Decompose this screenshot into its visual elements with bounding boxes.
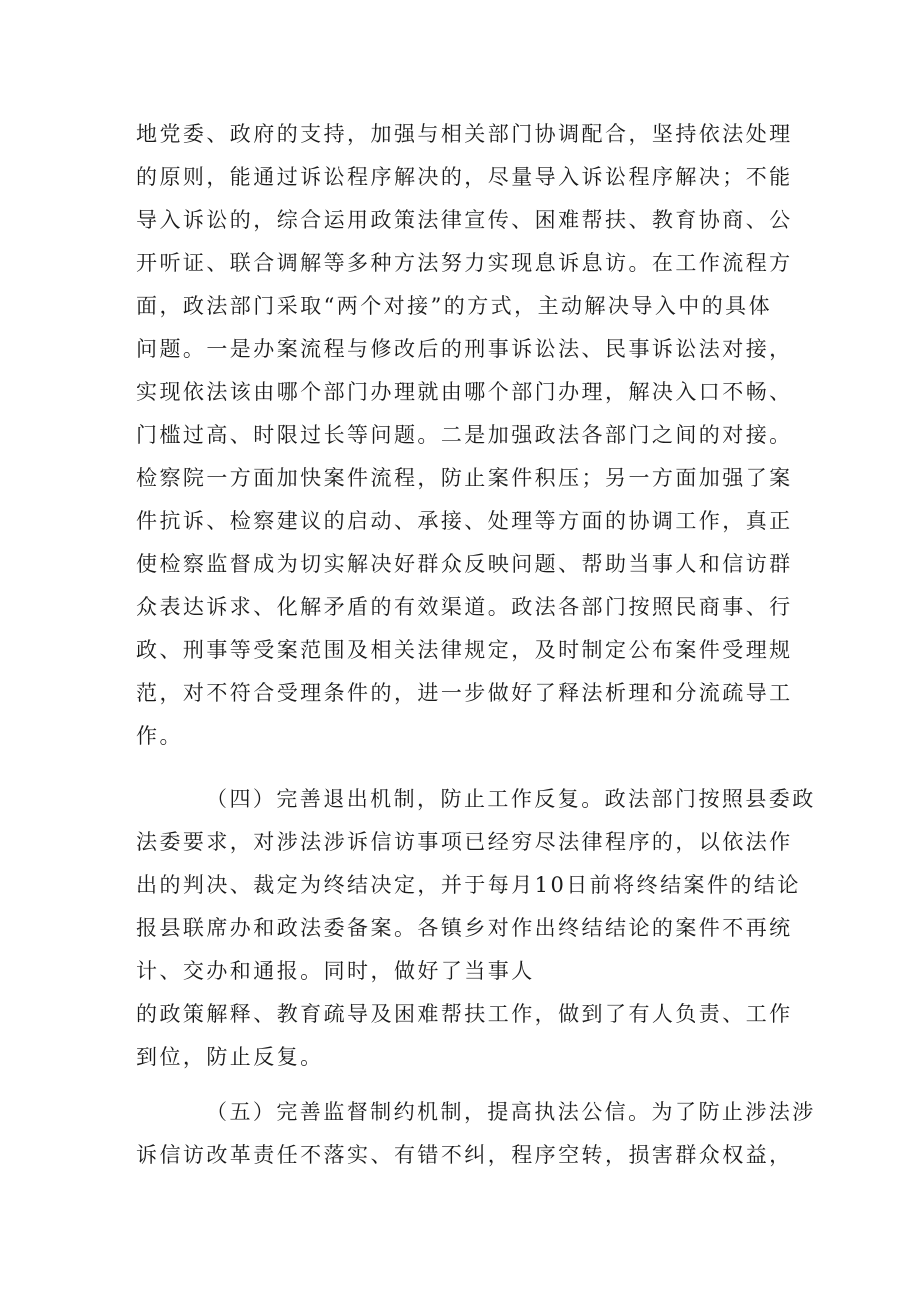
text-line: 范，对不符合受理条件的，进一步做好了释法析理和分流疏导工 [136, 681, 793, 705]
text-line: 诉信访改革责任不落实、有错不纠，程序空转，损害群众权益， [136, 1143, 793, 1167]
text-line: 实现依法该由哪个部门办理就由哪个部门办理，解决入口不畅、 [136, 380, 793, 404]
text-line: 导入诉讼的，综合运用政策法律宣传、困难帮扶、教育协商、公 [136, 208, 793, 232]
text-line: 使检察监督成为切实解决好群众反映问题、帮助当事人和信访群 [136, 552, 793, 576]
text-line: 报县联席办和政法委备案。各镇乡对作出终结结论的案件不再统 [136, 916, 793, 940]
text-line: 法委要求，对涉法涉诉信访事项已经穷尽法律程序的，以依法作 [136, 830, 793, 854]
text-line: 门槛过高、时限过长等问题。二是加强政法各部门之间的对接。 [136, 423, 793, 447]
text-line: 到位，防止反复。 [136, 1045, 324, 1069]
text-line: 问题。一是办案流程与修改后的刑事诉讼法、民事诉讼法对接， [136, 337, 793, 361]
section-four-heading-line: （四）完善退出机制，防止工作反复。政法部门按照县委政 [206, 787, 816, 811]
text-line: 出的判决、裁定为终结决定，并于每月10日前将终结案件的结论 [136, 873, 801, 897]
text-line: 众表达诉求、化解矛盾的有效渠道。政法各部门按照民商事、行 [136, 595, 793, 619]
text-line: 件抗诉、检察建议的启动、承接、处理等方面的协调工作，真正 [136, 509, 793, 533]
text-line: 开听证、联合调解等多种方法努力实现息诉息访。在工作流程方 [136, 251, 793, 275]
text-line: 政、刑事等受案范围及相关法律规定，及时制定公布案件受理规 [136, 638, 793, 662]
text-line: 作。 [136, 724, 183, 748]
text-line: 检察院一方面加快案件流程，防止案件积压；另一方面加强了案 [136, 466, 793, 490]
text-line: 计、交办和通报。同时，做好了当事人 [136, 959, 535, 983]
text-line: 的原则，能通过诉讼程序解决的，尽量导入诉讼程序解决；不能 [136, 165, 793, 189]
section-five-heading-line: （五）完善监督制约机制，提高执法公信。为了防止涉法涉 [206, 1100, 816, 1124]
text-line: 地党委、政府的支持，加强与相关部门协调配合，坚持依法处理 [136, 122, 793, 146]
text-line: 面，政法部门采取“两个对接”的方式，主动解决导入中的具体 [136, 294, 773, 318]
text-line: 的政策解释、教育疏导及困难帮扶工作，做到了有人负责、工作 [136, 1002, 793, 1026]
